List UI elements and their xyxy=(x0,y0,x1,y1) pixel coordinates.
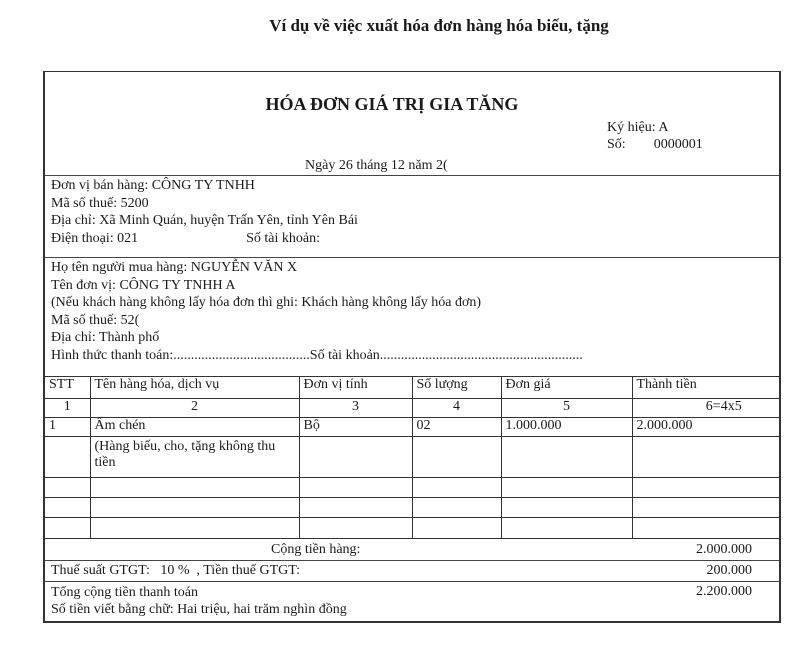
seller-account: Số tài khoản: xyxy=(246,230,320,246)
header-item-name: Tên hàng hóa, dịch vụ xyxy=(90,377,299,399)
invoice-date: Ngày 26 tháng 12 năm 2( xyxy=(305,158,448,173)
table-header-row xyxy=(45,377,779,399)
cell-amount xyxy=(632,478,779,498)
cell-stt xyxy=(45,498,90,518)
cell-item-name xyxy=(90,518,299,539)
subtotal-label: Cộng tiền hàng: xyxy=(271,542,361,557)
cell-unit-price xyxy=(501,478,632,498)
cell-unit-price: 1.000.000 xyxy=(501,418,632,437)
seller-contact-line xyxy=(51,230,358,248)
table-row xyxy=(45,437,779,478)
cell-unit xyxy=(299,498,412,518)
colnum-2: 2 xyxy=(90,399,299,418)
cell-unit xyxy=(299,518,412,539)
colnum-1: 1 xyxy=(45,399,90,418)
cell-item-name: (Hàng biếu, cho, tặng không thu tiền xyxy=(90,437,299,478)
cell-amount xyxy=(632,498,779,518)
cell-item-name xyxy=(90,498,299,518)
subtotal-row xyxy=(45,540,779,561)
cell-unit xyxy=(299,478,412,498)
invoice-number: 0000001 xyxy=(653,137,703,152)
header-quantity: Số lượng xyxy=(412,377,501,399)
cell-unit-price xyxy=(501,437,632,478)
header-unit: Đơn vị tính xyxy=(299,377,412,399)
table-row xyxy=(45,418,779,437)
seller-block xyxy=(51,177,358,247)
grand-total-label: Tổng cộng tiền thanh toán xyxy=(51,585,198,600)
column-number-row xyxy=(45,399,779,418)
cell-amount: 2.000.000 xyxy=(632,418,779,437)
buyer-address: Địa chỉ: Thành phố xyxy=(51,330,160,345)
cell-quantity xyxy=(412,478,501,498)
cell-quantity: 02 xyxy=(412,418,501,437)
invoice-symbol: Ký hiệu: A xyxy=(607,120,669,135)
colnum-4: 4 xyxy=(412,399,501,418)
grand-total-text xyxy=(51,584,347,618)
cell-item-name: Ấm chén xyxy=(90,418,299,437)
invoice-number-label: Số: xyxy=(607,137,626,152)
buyer-payment: Hình thức thanh toán:.......................................Số tài khoản.......................................................... xyxy=(51,347,583,363)
cell-unit: Bộ xyxy=(299,418,412,437)
table-row xyxy=(45,478,779,498)
cell-quantity xyxy=(412,518,501,539)
subtotal-value: 2.000.000 xyxy=(696,542,752,557)
cell-stt xyxy=(45,518,90,539)
cell-quantity xyxy=(412,498,501,518)
seller-address: Địa chỉ: Xã Minh Quán, huyện Trấn Yên, tỉnh Yên Bái xyxy=(51,213,358,228)
cell-quantity xyxy=(412,437,501,478)
cell-amount xyxy=(632,518,779,539)
header-stt: STT xyxy=(45,377,90,399)
divider xyxy=(45,175,779,176)
seller-name: Đơn vị bán hàng: CÔNG TY TNHH xyxy=(51,178,255,193)
invoice-symbol-block xyxy=(607,119,703,153)
vat-value: 200.000 xyxy=(706,563,752,578)
cell-unit-price xyxy=(501,498,632,518)
cell-item-name xyxy=(90,478,299,498)
seller-tax-code: Mã số thuế: 5200 xyxy=(51,195,149,211)
invoice-title: HÓA ĐƠN GIÁ TRỊ GIA TĂNG xyxy=(265,94,519,114)
table-row xyxy=(45,518,779,539)
colnum-6: 6=4x5 xyxy=(632,399,779,418)
divider xyxy=(45,257,779,258)
cell-unit xyxy=(299,437,412,478)
cell-stt: 1 xyxy=(45,418,90,437)
cell-stt xyxy=(45,478,90,498)
cell-amount xyxy=(632,437,779,478)
invoice-frame xyxy=(43,71,781,623)
buyer-unit: Tên đơn vị: CÔNG TY TNHH A xyxy=(51,277,236,293)
grand-total-value: 2.200.000 xyxy=(696,584,752,599)
buyer-name: Họ tên người mua hàng: NGUYỄN VĂN X xyxy=(51,260,298,275)
header-amount: Thành tiền xyxy=(632,377,779,399)
colnum-5: 5 xyxy=(501,399,632,418)
colnum-3: 3 xyxy=(299,399,412,418)
buyer-block xyxy=(51,259,583,364)
amount-in-words: Số tiền viết bằng chữ: Hai triệu, hai trăm nghìn đồng xyxy=(51,602,347,617)
cell-unit-price xyxy=(501,518,632,539)
seller-phone: Điện thoại: 021 xyxy=(51,230,139,246)
vat-label: Thuế suất GTGT: 10 % , Tiền thuế GTGT: xyxy=(51,563,301,578)
invoice-number-line xyxy=(607,136,703,153)
buyer-tax-code: Mã số thuế: 52( xyxy=(51,312,140,328)
buyer-note: (Nếu khách hàng không lấy hóa đơn thì ghi: Khách hàng không lấy hóa đơn) xyxy=(51,295,482,310)
header-unit-price: Đơn giá xyxy=(501,377,632,399)
items-table xyxy=(45,376,779,539)
page-title: Ví dụ về việc xuất hóa đơn hàng hóa biếu, tặng xyxy=(269,16,609,35)
table-row xyxy=(45,498,779,518)
vat-row xyxy=(45,561,779,582)
cell-stt xyxy=(45,437,90,478)
